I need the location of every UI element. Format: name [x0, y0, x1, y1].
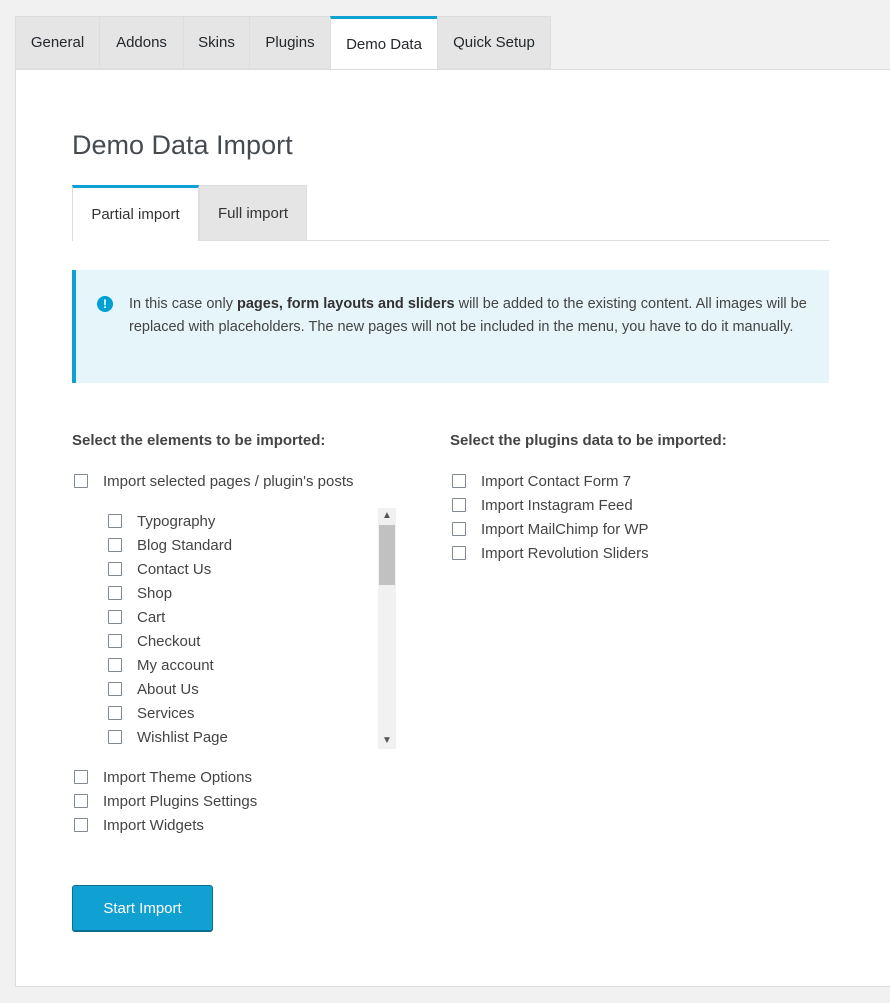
import-theme-options-label: Import Theme Options [103, 768, 252, 786]
list-item[interactable] [108, 509, 215, 533]
page-label: Shop [137, 584, 173, 602]
tab-general[interactable]: General [15, 16, 99, 69]
import-pages-label: Import selected pages / plugin's posts [103, 472, 354, 490]
page-checkbox[interactable] [108, 538, 122, 552]
import-mailchimp-checkbox[interactable] [452, 522, 466, 536]
page-checkbox[interactable] [108, 514, 122, 528]
tab-partial-import[interactable]: Partial import [72, 185, 199, 241]
import-mailchimp-row[interactable] [452, 517, 649, 541]
import-pages-checkbox[interactable] [74, 474, 88, 488]
plugins-section-title: Select the plugins data to be imported: [450, 432, 727, 449]
import-contact-form-label: Import Contact Form 7 [481, 472, 632, 490]
page-label: Wishlist Page [137, 728, 228, 746]
import-widgets-checkbox[interactable] [74, 818, 88, 832]
demo-data-panel [15, 69, 890, 987]
import-theme-options-checkbox[interactable] [74, 770, 88, 784]
notice-text-start: In this case only [129, 296, 237, 312]
import-revolution-sliders-label: Import Revolution Sliders [481, 544, 649, 562]
pages-list[interactable] [108, 508, 396, 748]
tab-skins[interactable]: Skins [183, 16, 249, 69]
scroll-up-icon[interactable]: ▲ [382, 510, 392, 521]
import-plugins-settings-label: Import Plugins Settings [103, 792, 258, 810]
elements-section-title: Select the elements to be imported: [72, 432, 326, 449]
import-revolution-sliders-row[interactable] [452, 541, 649, 565]
page-checkbox[interactable] [108, 562, 122, 576]
notice-text-bold: pages, form layouts and sliders [237, 296, 455, 312]
page-checkbox[interactable] [108, 658, 122, 672]
notice-text-end: will be added to the existing content. All images will be replaced with placeholders. The new pages will not be included in the menu, you have to do it manually. [129, 296, 807, 335]
import-instagram-feed-row[interactable] [452, 493, 633, 517]
page-checkbox[interactable] [108, 682, 122, 696]
import-contact-form-checkbox[interactable] [452, 474, 466, 488]
import-widgets-row[interactable] [74, 813, 204, 837]
import-mode-tabs [72, 185, 829, 241]
page-title: Demo Data Import [72, 130, 293, 160]
list-item[interactable] [108, 629, 200, 653]
info-icon: ! [97, 296, 113, 312]
start-import-button[interactable]: Start Import [72, 885, 213, 931]
import-instagram-feed-label: Import Instagram Feed [481, 496, 633, 514]
page-checkbox[interactable] [108, 586, 122, 600]
tab-quick-setup[interactable]: Quick Setup [437, 16, 551, 69]
page-label: Typography [137, 512, 216, 530]
list-item[interactable] [108, 557, 211, 581]
page-label: Checkout [137, 632, 201, 650]
page-label: Blog Standard [137, 536, 233, 554]
page-label: About Us [137, 680, 199, 698]
import-theme-options-row[interactable] [74, 765, 252, 789]
import-revolution-sliders-checkbox[interactable] [452, 546, 466, 560]
scroll-down-icon[interactable]: ▼ [382, 735, 392, 746]
top-tab-bar [15, 16, 551, 70]
import-mailchimp-label: Import MailChimp for WP [481, 520, 649, 538]
list-item[interactable] [108, 533, 232, 557]
tab-demo-data[interactable]: Demo Data [330, 16, 437, 70]
pages-list-scrollbar[interactable] [378, 508, 396, 749]
list-item[interactable] [108, 725, 228, 748]
list-item[interactable] [108, 653, 214, 677]
page-label: My account [137, 656, 214, 674]
import-instagram-feed-checkbox[interactable] [452, 498, 466, 512]
import-plugins-settings-checkbox[interactable] [74, 794, 88, 808]
list-item[interactable] [108, 581, 172, 605]
import-contact-form-row[interactable] [452, 469, 631, 493]
import-widgets-label: Import Widgets [103, 816, 204, 834]
list-item[interactable] [108, 677, 199, 701]
page-label: Contact Us [137, 560, 212, 578]
tab-full-import[interactable]: Full import [199, 185, 307, 240]
scrollbar-thumb[interactable] [379, 525, 395, 585]
page-label: Services [137, 704, 195, 722]
page-label: Cart [137, 608, 166, 626]
page-checkbox[interactable] [108, 634, 122, 648]
page-checkbox[interactable] [108, 610, 122, 624]
page-checkbox[interactable] [108, 730, 122, 744]
import-plugins-settings-row[interactable] [74, 789, 257, 813]
import-pages-checkbox-row[interactable] [74, 469, 354, 493]
page-checkbox[interactable] [108, 706, 122, 720]
list-item[interactable] [108, 605, 165, 629]
tab-plugins[interactable]: Plugins [249, 16, 330, 69]
info-notice [72, 270, 829, 383]
list-item[interactable] [108, 701, 195, 725]
tab-addons[interactable]: Addons [99, 16, 183, 69]
notice-text [129, 293, 809, 338]
